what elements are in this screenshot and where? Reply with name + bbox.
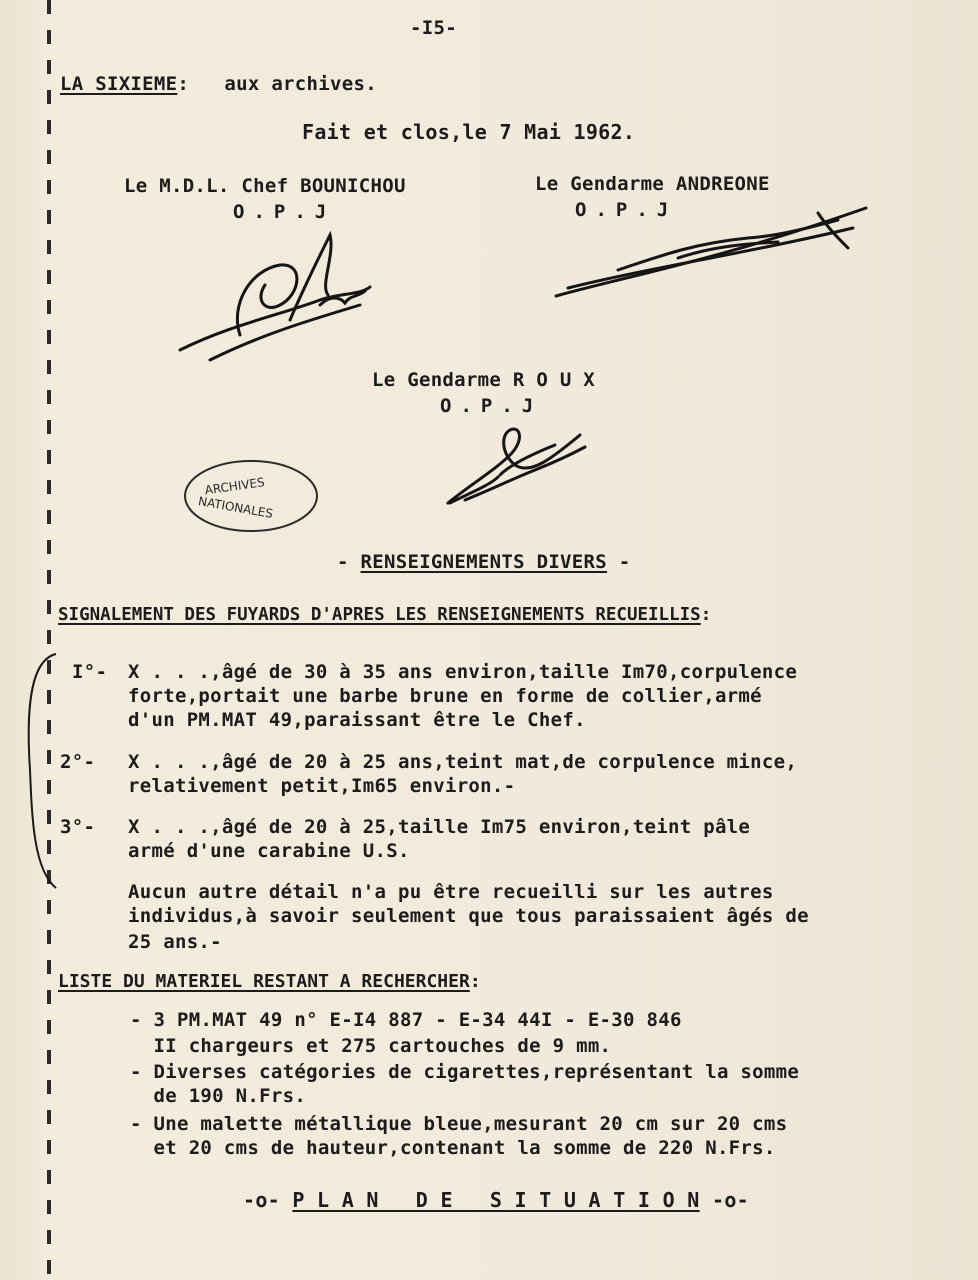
- closing-colon: :: [177, 73, 190, 95]
- svg-text:NATIONALES: NATIONALES: [197, 494, 275, 521]
- archives-nationales-stamp: [182, 458, 320, 534]
- signature-andreone: [548, 198, 873, 303]
- section-title-dash-left: -: [337, 551, 349, 573]
- description-heading: SIGNALEMENT DES FUYARDS D'APRES LES RENSEIGNEMENTS RECUEILLIS: [58, 605, 701, 625]
- signatory-3-title: Le Gendarme R O U X: [372, 369, 596, 391]
- material-3-line-2: et 20 cms de hauteur,contenant la somme de 220 N.Frs.: [130, 1137, 776, 1159]
- signatory-1-title: Le M.D.L. Chef BOUNICHOU: [124, 175, 406, 197]
- note-line-1: Aucun autre détail n'a pu être recueilli sur les autres: [128, 881, 774, 903]
- material-heading-line: [58, 970, 481, 994]
- section-title-dash-right: -: [618, 551, 631, 573]
- signatory-2-role: O.P.J: [575, 199, 678, 221]
- fugitive-1-line-2: forte,portait une barbe brune en forme de collier,armé: [128, 685, 762, 707]
- svg-text:ARCHIVES: ARCHIVES: [203, 475, 266, 498]
- section-title-text: RENSEIGNEMENTS DIVERS: [360, 551, 608, 573]
- fugitive-3-number: 3°-: [60, 816, 96, 838]
- page-number: -I5-: [410, 17, 457, 39]
- note-line-2: individus,à savoir seulement que tous paraissaient âgés de: [128, 905, 809, 927]
- material-2-line-1: - Diverses catégories de cigarettes,représentant la somme: [130, 1061, 800, 1083]
- material-2-line-2: de 190 N.Frs.: [130, 1085, 307, 1107]
- closing-label: LA SIXIEME: [60, 73, 178, 95]
- plan-right-mark: -o-: [711, 1188, 750, 1212]
- fugitive-1-line-3: d'un PM.MAT 49,paraissant être le Chef.: [128, 709, 586, 731]
- margin-dashed-rule: [47, 0, 51, 1280]
- signatory-2-title: Le Gendarme ANDREONE: [535, 173, 770, 195]
- signature-bounichou: [170, 225, 385, 370]
- description-heading-colon: :: [700, 605, 712, 625]
- fugitive-2-line-2: relativement petit,Im65 environ.-: [128, 775, 516, 797]
- margin-bracket-mark: [20, 650, 60, 895]
- material-3-line-1: - Une malette métallique bleue,mesurant 20 cm sur 20 cms: [130, 1113, 788, 1135]
- note-line-3: 25 ans.-: [128, 931, 222, 953]
- plan-left-mark: -o-: [243, 1188, 281, 1212]
- fugitive-3-line-1: X . . .,âgé de 20 à 25,taille Im75 environ,teint pâle: [128, 816, 751, 838]
- plan-line: [243, 1188, 749, 1212]
- fugitive-2-number: 2°-: [60, 751, 96, 773]
- fugitive-1-line-1: X . . .,âgé de 30 à 35 ans environ,taille Im70,corpulence: [128, 661, 798, 683]
- section-title: [337, 550, 631, 574]
- material-1-line-2: II chargeurs et 275 cartouches de 9 mm.: [130, 1035, 612, 1057]
- closing-text: aux archives.: [224, 73, 377, 95]
- plan-title: P L A N D E S I T U A T I O N: [292, 1188, 700, 1212]
- signature-roux: [440, 415, 590, 510]
- signatory-1-role: O.P.J: [233, 201, 336, 223]
- material-1-line-1: - 3 PM.MAT 49 n° E-I4 887 - E-34 44I - E-30 846: [130, 1009, 682, 1031]
- closing-line: [60, 72, 377, 96]
- material-heading: LISTE DU MATERIEL RESTANT A RECHERCHER: [58, 971, 470, 992]
- date-line: Fait et clos,le 7 Mai 1962.: [302, 120, 636, 144]
- description-heading-line: [58, 603, 711, 627]
- fugitive-1-number: I°-: [72, 661, 108, 683]
- fugitive-3-line-2: armé d'une carabine U.S.: [128, 840, 410, 862]
- fugitive-2-line-1: X . . .,âgé de 20 à 25 ans,teint mat,de corpulence mince,: [128, 751, 798, 773]
- signatory-3-role: O.P.J: [440, 395, 543, 417]
- material-heading-colon: :: [469, 971, 481, 992]
